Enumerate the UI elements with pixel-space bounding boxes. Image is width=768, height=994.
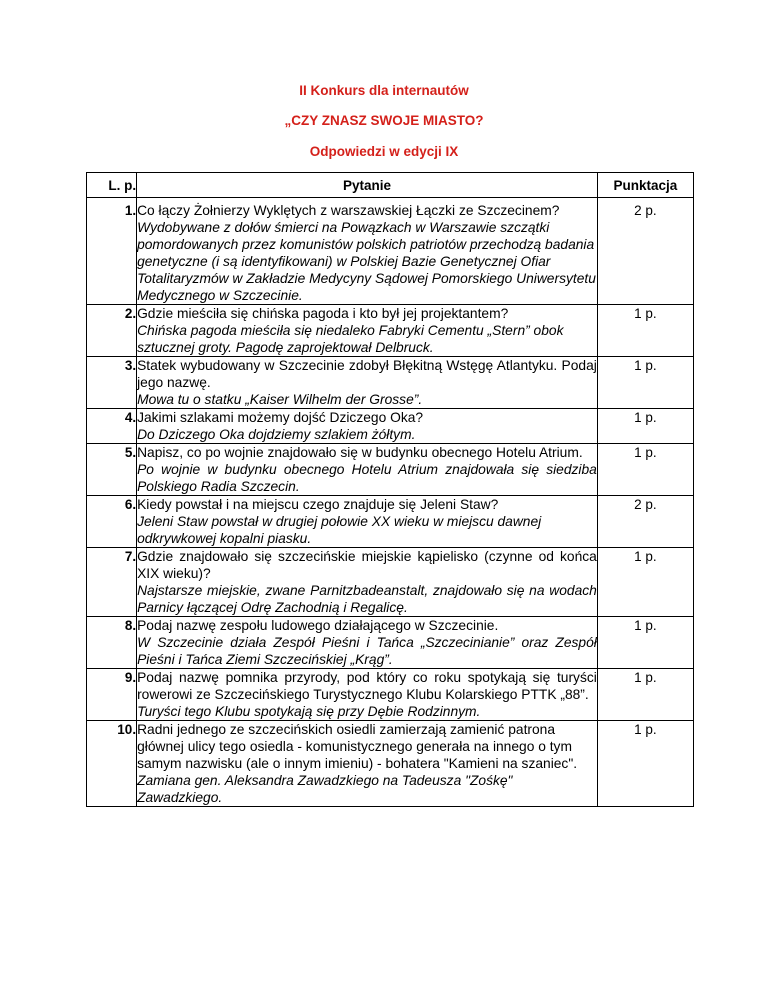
table-row xyxy=(87,357,694,409)
points-cell: 2 p. xyxy=(597,496,693,548)
question-text: Statek wybudowany w Szczecinie zdobył Błękitną Wstęgę Atlantyku. Podaj jego nazwę. xyxy=(137,358,597,390)
question-text: Gdzie mieściła się chińska pagoda i kto był jej projektantem? xyxy=(137,306,509,321)
points-cell: 1 p. xyxy=(597,617,693,669)
question-cell xyxy=(137,198,598,305)
answer-text: Turyści tego Klubu spotykają się przy Dębie Rodzinnym. xyxy=(137,704,481,719)
answer-text: Mowa tu o statku „Kaiser Wilhelm der Grosse”. xyxy=(137,392,423,407)
table-row xyxy=(87,305,694,357)
row-number: 7. xyxy=(87,548,137,617)
question-cell xyxy=(137,409,598,444)
row-number: 3. xyxy=(87,357,137,409)
column-header-question: Pytanie xyxy=(137,173,598,198)
row-number: 10. xyxy=(87,721,137,807)
points-cell: 1 p. xyxy=(597,669,693,721)
row-number: 9. xyxy=(87,669,137,721)
question-cell xyxy=(137,496,598,548)
answer-text: Do Dziczego Oka dojdziemy szlakiem żółtym. xyxy=(137,427,416,442)
points-cell: 2 p. xyxy=(597,198,693,305)
answer-text: W Szczecinie działa Zespół Pieśni i Tańca „Szczecinianie” oraz Zespół Pieśni i Tańca Ziemi Szczecińskiej „Krąg”. xyxy=(137,635,597,667)
contest-subtitle: „CZY ZNASZ SWOJE MIASTO? xyxy=(284,113,484,128)
row-number: 6. xyxy=(87,496,137,548)
points-cell: 1 p. xyxy=(597,548,693,617)
question-text: Jakimi szlakami możemy dojść Dziczego Oka? xyxy=(137,410,424,425)
question-text: Kiedy powstał i na miejscu czego znajduje się Jeleni Staw? xyxy=(137,497,499,512)
table-row xyxy=(87,617,694,669)
answer-text: Po wojnie w budynku obecnego Hotelu Atrium znajdowała się siedziba Polskiego Radia Szczecin. xyxy=(137,462,597,494)
answer-text: Najstarsze miejskie, zwane Parnitzbadeanstalt, znajdowało się na wodach Parnicy łączącej Odrę Zachodnią i Regalicę. xyxy=(137,583,597,615)
points-cell: 1 p. xyxy=(597,409,693,444)
table-row xyxy=(87,496,694,548)
edition-title: Odpowiedzi w edycji IX xyxy=(309,144,459,159)
column-header-points: Punktacja xyxy=(597,173,693,198)
row-number: 4. xyxy=(87,409,137,444)
question-cell xyxy=(137,617,598,669)
table-row xyxy=(87,548,694,617)
answer-text: Zamiana gen. Aleksandra Zawadzkiego na Tadeusza "Zośkę" Zawadzkiego. xyxy=(137,773,513,805)
table-row xyxy=(87,444,694,496)
answer-text: Wydobywane z dołów śmierci na Powązkach w Warszawie szczątki pomordowanych przez komunistów polskich patriotów przechodzą badania genetyczne (i są identyfikowani) w Polskiej Bazie Genetycznej Ofiar Totalitaryzmów w Zakładzie Medycyny Sądowej Pomorskiego Uniwersytetu Medycznego w Szczecinie. xyxy=(137,220,596,303)
points-cell: 1 p. xyxy=(597,305,693,357)
table-row xyxy=(87,669,694,721)
row-number: 8. xyxy=(87,617,137,669)
question-text: Gdzie znajdowało się szczecińskie miejskie kąpielisko (czynne od końca XIX wieku)? xyxy=(137,549,597,581)
points-cell: 1 p. xyxy=(597,444,693,496)
answer-text: Jeleni Staw powstał w drugiej połowie XX wieku w miejscu dawnej odkrywkowej kopalni piasku. xyxy=(137,514,542,546)
row-number: 1. xyxy=(87,198,137,305)
question-text: Co łączy Żołnierzy Wyklętych z warszawskiej Łączki ze Szczecinem? xyxy=(137,203,560,218)
answers-table xyxy=(86,172,694,807)
question-cell xyxy=(137,444,598,496)
question-cell xyxy=(137,548,598,617)
question-text: Podaj nazwę pomnika przyrody, pod który co roku spotykają się turyści rowerowi ze Szczecińskiego Turystycznego Klubu Kolarskiego PTTK „88”. xyxy=(137,670,597,702)
table-row xyxy=(87,409,694,444)
row-number: 5. xyxy=(87,444,137,496)
table-row xyxy=(87,721,694,807)
question-text: Podaj nazwę zespołu ludowego działającego w Szczecinie. xyxy=(137,618,499,633)
question-cell xyxy=(137,357,598,409)
points-cell: 1 p. xyxy=(597,357,693,409)
question-cell xyxy=(137,669,598,721)
row-number: 2. xyxy=(87,305,137,357)
table-header-row xyxy=(87,173,694,198)
question-text: Napisz, co po wojnie znajdowało się w budynku obecnego Hotelu Atrium. xyxy=(137,445,583,460)
question-cell xyxy=(137,721,598,807)
document-header xyxy=(0,76,768,163)
points-cell: 1 p. xyxy=(597,721,693,807)
table-row xyxy=(87,198,694,305)
answer-text: Chińska pagoda mieściła się niedaleko Fabryki Cementu „Stern” obok sztucznej groty. Pagodę zaprojektował Delbruck. xyxy=(137,323,564,355)
column-header-lp: L. p. xyxy=(87,173,137,198)
question-cell xyxy=(137,305,598,357)
contest-title: II Konkurs dla internautów xyxy=(299,83,469,98)
question-text: Radni jednego ze szczecińskich osiedli zamierzają zamienić patrona głównej ulicy tego osiedla - komunistycznego generała na innego o tym samym nazwisku (ale o innym imieniu) - bohatera "Kamieni na szaniec". xyxy=(137,722,578,771)
